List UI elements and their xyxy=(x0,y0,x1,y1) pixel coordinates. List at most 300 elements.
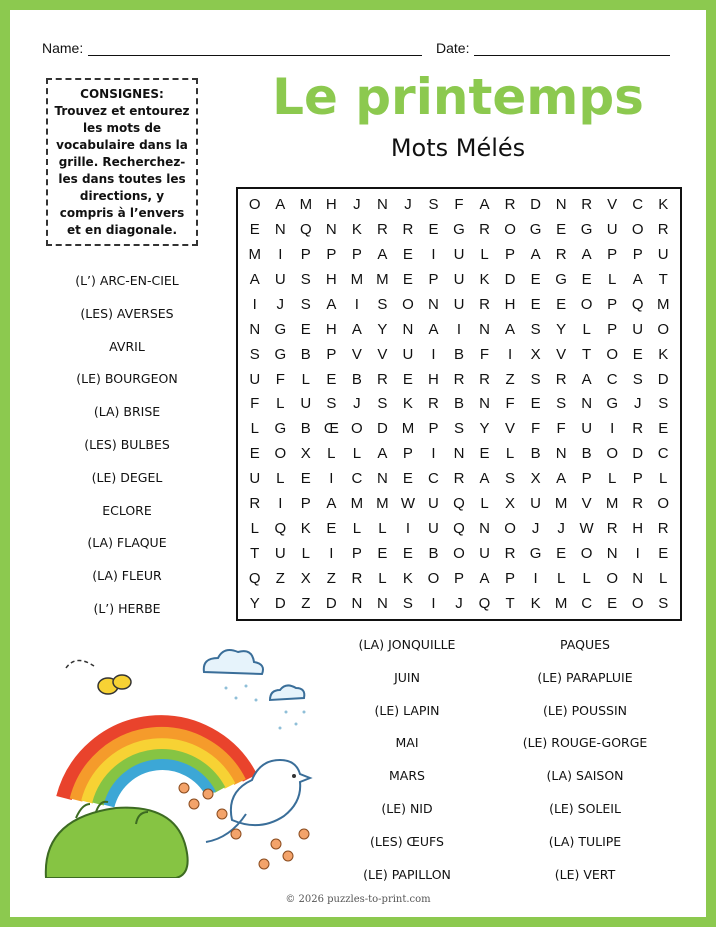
grid-cell[interactable]: U xyxy=(402,345,414,363)
grid-cell[interactable]: H xyxy=(428,370,439,388)
grid-cell[interactable]: L xyxy=(250,520,259,538)
grid-cell[interactable]: L xyxy=(378,570,387,588)
grid-cell[interactable]: C xyxy=(351,470,363,488)
grid-cell[interactable]: M xyxy=(401,420,415,438)
grid-cell[interactable]: E xyxy=(556,220,567,238)
grid-cell[interactable]: D xyxy=(657,370,669,388)
grid-cell[interactable]: U xyxy=(428,495,439,513)
grid-cell[interactable]: S xyxy=(632,370,643,388)
grid-cell[interactable]: I xyxy=(431,595,436,613)
grid-cell[interactable]: X xyxy=(505,495,516,513)
grid-cell[interactable]: E xyxy=(556,545,567,563)
grid-cell[interactable]: P xyxy=(581,470,592,488)
grid-cell[interactable]: N xyxy=(428,295,439,313)
grid-cell[interactable]: L xyxy=(480,245,489,263)
name-field[interactable] xyxy=(88,55,422,56)
grid-cell[interactable]: P xyxy=(351,545,362,563)
grid-cell[interactable]: A xyxy=(326,295,337,313)
grid-cell[interactable]: M xyxy=(376,495,389,513)
grid-cell[interactable]: S xyxy=(377,295,388,313)
grid-cell[interactable]: I xyxy=(431,245,436,263)
grid-cell[interactable]: D xyxy=(325,595,337,613)
grid-cell[interactable]: A xyxy=(556,470,567,488)
grid-cell[interactable]: G xyxy=(274,320,287,338)
grid-cell[interactable]: U xyxy=(453,295,465,313)
grid-cell[interactable]: D xyxy=(376,420,388,438)
grid-cell[interactable]: O xyxy=(504,520,516,538)
grid-cell[interactable]: L xyxy=(378,520,387,538)
grid-cell[interactable]: Q xyxy=(453,520,465,538)
grid-cell[interactable]: O xyxy=(402,295,414,313)
grid-cell[interactable]: E xyxy=(402,270,413,288)
grid-cell[interactable]: F xyxy=(250,395,260,413)
word-list-item: ECLORE xyxy=(102,502,152,518)
grid-cell[interactable]: S xyxy=(300,270,311,288)
grid-cell[interactable]: L xyxy=(250,420,259,438)
grid-cell[interactable]: M xyxy=(376,270,389,288)
grid-cell[interactable]: O xyxy=(657,495,670,513)
grid-cell[interactable]: O xyxy=(580,295,593,313)
grid-cell[interactable]: Y xyxy=(479,420,490,438)
grid-cell[interactable]: B xyxy=(453,345,464,363)
grid-cell[interactable]: L xyxy=(327,445,336,463)
grid-cell[interactable]: A xyxy=(581,370,592,388)
grid-cell[interactable]: E xyxy=(402,470,413,488)
grid-cell[interactable]: Q xyxy=(631,295,644,313)
grid-cell[interactable]: Z xyxy=(275,570,285,588)
grid-cell[interactable]: R xyxy=(555,245,567,263)
grid-cell[interactable]: I xyxy=(278,245,283,263)
grid-cell[interactable]: R xyxy=(606,520,618,538)
grid-cell[interactable]: E xyxy=(402,545,413,563)
grid-cell[interactable]: X xyxy=(530,345,541,363)
grid-cell[interactable]: Q xyxy=(478,595,491,613)
grid-cell[interactable]: H xyxy=(325,195,337,213)
grid-cell[interactable]: S xyxy=(428,195,439,213)
grid-cell[interactable]: B xyxy=(581,445,592,463)
grid-cell[interactable]: P xyxy=(607,320,618,338)
grid-cell[interactable]: N xyxy=(249,320,261,338)
grid-cell[interactable]: E xyxy=(300,320,311,338)
grid-cell[interactable]: M xyxy=(350,495,364,513)
grid-cell[interactable]: C xyxy=(606,370,618,388)
grid-cell[interactable]: I xyxy=(533,570,538,588)
grid-cell[interactable]: K xyxy=(351,220,362,238)
grid-cell[interactable]: I xyxy=(278,495,283,513)
word-list-item: PAQUES xyxy=(560,637,610,652)
grid-cell[interactable]: R xyxy=(249,495,261,513)
grid-cell[interactable]: L xyxy=(301,370,310,388)
grid-cell[interactable]: W xyxy=(579,520,594,538)
grid-cell[interactable]: I xyxy=(456,320,462,338)
grid-cell[interactable]: O xyxy=(631,595,644,613)
grid-cell[interactable]: J xyxy=(353,195,361,213)
grid-cell[interactable]: E xyxy=(326,520,337,538)
grid-cell[interactable]: B xyxy=(453,395,464,413)
grid-cell[interactable]: S xyxy=(300,295,311,313)
grid-cell[interactable]: L xyxy=(352,520,362,538)
grid-cell[interactable]: E xyxy=(479,445,490,463)
grid-cell[interactable]: L xyxy=(276,395,285,413)
grid-cell[interactable]: N xyxy=(479,520,490,538)
grid-cell[interactable]: E xyxy=(658,545,669,563)
grid-cell[interactable]: Q xyxy=(453,495,465,513)
grid-cell[interactable]: C xyxy=(428,470,439,488)
grid-cell[interactable]: C xyxy=(657,445,669,463)
grid-cell[interactable]: N xyxy=(555,445,567,463)
grid-cell[interactable]: O xyxy=(274,445,287,463)
grid-cell[interactable]: P xyxy=(428,420,439,438)
grid-cell[interactable]: R xyxy=(657,520,669,538)
grid-cell[interactable]: A xyxy=(249,270,260,288)
grid-cell[interactable]: R xyxy=(479,370,490,388)
grid-cell[interactable]: P xyxy=(402,445,413,463)
grid-cell[interactable]: R xyxy=(402,220,414,238)
grid-cell[interactable]: K xyxy=(479,270,490,288)
grid-cell[interactable]: D xyxy=(530,195,541,213)
grid-cell[interactable]: B xyxy=(300,420,311,438)
grid-cell[interactable]: P xyxy=(607,245,618,263)
grid-cell[interactable]: J xyxy=(455,595,463,613)
grid-cell[interactable]: P xyxy=(453,570,464,588)
grid-cell[interactable]: F xyxy=(505,395,515,413)
word-list-item: (LE) BOURGEON xyxy=(76,371,178,387)
grid-cell[interactable]: A xyxy=(505,320,516,338)
grid-cell[interactable]: Q xyxy=(299,220,312,238)
grid-cell[interactable]: P xyxy=(326,345,337,363)
grid-cell[interactable]: N xyxy=(376,195,388,213)
grid-cell[interactable]: P xyxy=(607,295,618,313)
grid-cell[interactable]: A xyxy=(351,320,362,338)
grid-cell[interactable]: U xyxy=(606,220,618,238)
grid-cell[interactable]: P xyxy=(632,470,643,488)
grid-cell[interactable]: U xyxy=(632,320,644,338)
grid-cell[interactable]: K xyxy=(658,345,669,363)
grid-cell[interactable]: B xyxy=(351,370,362,388)
grid-cell[interactable]: C xyxy=(581,595,593,613)
grid-cell[interactable]: E xyxy=(428,220,439,238)
grid-cell[interactable]: R xyxy=(453,470,465,488)
grid-cell[interactable]: U xyxy=(274,545,286,563)
grid-cell[interactable]: O xyxy=(580,545,593,563)
grid-cell[interactable]: R xyxy=(657,220,669,238)
grid-cell[interactable]: G xyxy=(580,220,593,238)
grid-cell[interactable]: F xyxy=(556,420,566,438)
grid-cell[interactable]: L xyxy=(582,570,591,588)
grid-cell[interactable]: Œ xyxy=(323,420,339,438)
grid-cell[interactable]: E xyxy=(556,295,567,313)
grid-cell[interactable]: P xyxy=(428,270,439,288)
grid-cell[interactable]: I xyxy=(635,545,640,563)
grid-cell[interactable]: P xyxy=(300,495,311,513)
grid-cell[interactable]: T xyxy=(505,595,515,613)
grid-cell[interactable]: O xyxy=(606,345,618,363)
grid-cell[interactable]: E xyxy=(581,270,592,288)
grid-cell[interactable]: E xyxy=(300,470,311,488)
grid-cell[interactable]: K xyxy=(300,520,311,538)
grid-cell[interactable]: P xyxy=(505,570,516,588)
grid-cell[interactable]: U xyxy=(249,370,261,388)
grid-cell[interactable]: V xyxy=(351,345,362,363)
grid-cell[interactable]: A xyxy=(479,570,490,588)
grid-cell[interactable]: J xyxy=(557,520,565,538)
grid-cell[interactable]: K xyxy=(658,195,669,213)
grid-cell[interactable]: A xyxy=(326,495,337,513)
grid-cell[interactable]: V xyxy=(581,495,592,513)
grid-cell[interactable]: Z xyxy=(301,595,311,613)
grid-cell[interactable]: A xyxy=(377,245,388,263)
grid-cell[interactable]: G xyxy=(606,395,618,413)
grid-cell[interactable]: X xyxy=(530,470,541,488)
word-list-item: MARS xyxy=(389,768,425,784)
grid-cell[interactable]: S xyxy=(249,345,260,363)
grid-cell[interactable]: E xyxy=(632,345,643,363)
grid-cell[interactable]: D xyxy=(274,595,286,613)
grid-cell[interactable]: A xyxy=(632,270,643,288)
grid-cell[interactable]: F xyxy=(454,195,464,213)
grid-cell[interactable]: U xyxy=(249,470,261,488)
grid-cell[interactable]: S xyxy=(402,595,413,613)
grid-cell[interactable]: H xyxy=(325,270,337,288)
grid-cell[interactable]: A xyxy=(377,445,388,463)
grid-cell[interactable]: N xyxy=(453,445,465,463)
grid-cell[interactable]: D xyxy=(632,445,644,463)
grid-cell[interactable]: V xyxy=(556,345,567,363)
grid-cell[interactable]: M xyxy=(605,495,619,513)
grid-cell[interactable]: L xyxy=(659,470,668,488)
grid-cell[interactable]: R xyxy=(632,495,644,513)
grid-cell[interactable]: S xyxy=(658,595,669,613)
grid-cell[interactable]: P xyxy=(326,245,337,263)
grid-cell[interactable]: R xyxy=(453,370,465,388)
grid-cell[interactable]: J xyxy=(276,295,285,313)
date-field[interactable] xyxy=(474,55,670,56)
grid-cell[interactable]: N xyxy=(632,570,644,588)
word-search-grid[interactable] xyxy=(236,187,682,621)
grid-cell[interactable]: A xyxy=(479,195,490,213)
grid-cell[interactable]: U xyxy=(657,245,669,263)
grid-cell[interactable]: E xyxy=(249,445,260,463)
grid-cell[interactable]: O xyxy=(453,545,465,563)
grid-cell[interactable]: N xyxy=(325,220,337,238)
grid-cell[interactable]: N xyxy=(376,595,388,613)
grid-cell[interactable]: J xyxy=(633,395,642,413)
grid-cell[interactable]: D xyxy=(504,270,516,288)
grid-cell[interactable]: M xyxy=(299,195,313,213)
grid-cell[interactable]: L xyxy=(276,470,285,488)
grid-cell[interactable]: L xyxy=(608,470,617,488)
grid-cell[interactable]: S xyxy=(530,370,541,388)
grid-cell[interactable]: L xyxy=(556,570,566,588)
grid-cell[interactable]: I xyxy=(431,345,436,363)
grid-cell[interactable]: I xyxy=(610,420,615,438)
grid-cell[interactable]: V xyxy=(505,420,516,438)
grid-cell[interactable]: R xyxy=(479,220,490,238)
grid-cell[interactable]: G xyxy=(529,220,542,238)
grid-cell[interactable]: B xyxy=(428,545,439,563)
grid-cell[interactable]: O xyxy=(351,420,363,438)
grid-cell[interactable]: U xyxy=(453,270,465,288)
grid-cell[interactable]: Y xyxy=(249,595,260,613)
grid-cell[interactable]: M xyxy=(554,495,568,513)
grid-cell[interactable]: L xyxy=(659,570,668,588)
grid-cell[interactable]: I xyxy=(329,545,334,563)
grid-cell[interactable]: B xyxy=(530,445,541,463)
grid-cell[interactable]: P xyxy=(505,245,516,263)
grid-cell[interactable]: I xyxy=(431,445,436,463)
grid-cell[interactable]: N xyxy=(581,395,593,413)
grid-cell[interactable]: S xyxy=(556,395,567,413)
grid-cell[interactable]: K xyxy=(402,570,413,588)
grid-cell[interactable]: M xyxy=(554,595,568,613)
grid-cell[interactable]: E xyxy=(530,295,541,313)
grid-cell[interactable]: P xyxy=(300,245,311,263)
grid-cell[interactable]: M xyxy=(350,270,364,288)
grid-cell[interactable]: I xyxy=(405,520,411,538)
grid-cell[interactable]: Z xyxy=(326,570,336,588)
grid-cell[interactable]: K xyxy=(530,595,541,613)
grid-cell[interactable]: I xyxy=(252,295,257,313)
grid-cell[interactable]: T xyxy=(250,545,260,563)
grid-cell[interactable]: O xyxy=(427,570,440,588)
grid-cell[interactable]: R xyxy=(632,420,644,438)
grid-cell[interactable]: X xyxy=(300,445,311,463)
grid-cell[interactable]: J xyxy=(531,520,540,538)
grid-cell[interactable]: M xyxy=(656,295,670,313)
instructions-text: Trouvez et entourez les mots de vocabulaire dans la grille. Recherchez-les dans toutes les directions, y compris à l’envers et en diagonale. xyxy=(54,104,190,237)
grid-cell[interactable]: S xyxy=(505,470,516,488)
grid-cell[interactable]: A xyxy=(275,195,286,213)
grid-cell[interactable]: R xyxy=(428,395,439,413)
grid-cell[interactable]: X xyxy=(300,570,311,588)
grid-cell[interactable]: P xyxy=(351,245,362,263)
grid-cell[interactable]: N xyxy=(402,320,414,338)
grid-cell[interactable]: H xyxy=(504,295,516,313)
grid-cell[interactable]: A xyxy=(530,245,541,263)
grid-cell[interactable]: S xyxy=(377,395,388,413)
grid-cell[interactable]: L xyxy=(301,545,310,563)
grid-cell[interactable]: O xyxy=(606,570,618,588)
grid-cell[interactable]: B xyxy=(300,345,311,363)
grid-cell[interactable]: R xyxy=(376,370,388,388)
grid-cell[interactable]: O xyxy=(504,220,516,238)
grid-cell[interactable]: R xyxy=(351,570,363,588)
grid-cell[interactable]: L xyxy=(582,320,591,338)
grid-cell[interactable]: U xyxy=(274,270,286,288)
grid-cell[interactable]: H xyxy=(632,520,644,538)
name-date-row xyxy=(42,40,682,62)
grid-cell[interactable]: S xyxy=(453,420,464,438)
grid-cell[interactable]: U xyxy=(530,495,541,513)
grid-cell[interactable]: I xyxy=(354,295,359,313)
grid-cell[interactable]: P xyxy=(632,245,643,263)
grid-cell[interactable]: R xyxy=(504,545,516,563)
grid-cell[interactable]: O xyxy=(248,195,261,213)
grid-cell[interactable]: R xyxy=(581,195,593,213)
grid-cell[interactable]: E xyxy=(607,595,618,613)
grid-cell[interactable]: U xyxy=(300,395,312,413)
grid-cell[interactable]: F xyxy=(530,420,541,438)
grid-cell[interactable]: T xyxy=(658,270,668,288)
grid-cell[interactable]: E xyxy=(326,370,337,388)
grid-cell[interactable]: U xyxy=(428,520,439,538)
grid-cell[interactable]: W xyxy=(400,495,416,513)
grid-cell[interactable]: R xyxy=(376,220,388,238)
grid-cell[interactable]: G xyxy=(453,220,465,238)
grid-cell[interactable]: J xyxy=(353,395,361,413)
grid-cell[interactable]: R xyxy=(555,370,567,388)
grid-cell[interactable]: G xyxy=(274,345,287,363)
grid-cell[interactable]: L xyxy=(352,445,362,463)
grid-cell[interactable]: T xyxy=(582,345,592,363)
grid-cell[interactable]: I xyxy=(329,470,334,488)
grid-cell[interactable]: C xyxy=(632,195,644,213)
grid-cell[interactable]: J xyxy=(404,195,412,213)
grid-cell[interactable]: U xyxy=(453,245,465,263)
grid-cell[interactable]: N xyxy=(606,545,618,563)
grid-cell[interactable]: U xyxy=(479,545,490,563)
grid-cell[interactable]: E xyxy=(530,270,541,288)
grid-cell[interactable]: R xyxy=(504,195,516,213)
grid-cell[interactable]: S xyxy=(530,320,541,338)
grid-cell[interactable]: V xyxy=(607,195,618,213)
grid-cell[interactable]: S xyxy=(326,395,337,413)
grid-cell[interactable]: E xyxy=(658,420,669,438)
grid-cell[interactable]: M xyxy=(248,245,261,263)
grid-cell[interactable]: G xyxy=(555,270,567,288)
grid-cell[interactable]: O xyxy=(657,320,670,338)
grid-cell[interactable]: R xyxy=(479,295,490,313)
grid-cell[interactable]: F xyxy=(275,370,285,388)
grid-cell[interactable]: N xyxy=(351,595,363,613)
grid-cell[interactable]: S xyxy=(658,395,669,413)
grid-cell[interactable]: O xyxy=(631,220,644,238)
grid-cell[interactable]: K xyxy=(402,395,413,413)
grid-cell[interactable]: L xyxy=(608,270,617,288)
grid-cell[interactable]: E xyxy=(402,370,413,388)
grid-cell[interactable]: U xyxy=(581,420,593,438)
grid-cell[interactable]: G xyxy=(274,420,287,438)
grid-cell[interactable]: L xyxy=(505,445,515,463)
grid-cell[interactable]: Q xyxy=(274,520,287,538)
grid-cell[interactable]: N xyxy=(479,395,490,413)
grid-cell[interactable]: Z xyxy=(505,370,515,388)
grid-cell[interactable]: A xyxy=(581,245,592,263)
grid-cell[interactable]: N xyxy=(376,470,388,488)
grid-cell[interactable]: A xyxy=(479,470,490,488)
grid-cell[interactable]: V xyxy=(377,345,388,363)
grid-cell[interactable]: Y xyxy=(377,320,388,338)
grid-cell[interactable]: N xyxy=(274,220,286,238)
grid-cell[interactable]: E xyxy=(249,220,260,238)
grid-cell[interactable]: O xyxy=(606,445,618,463)
grid-cell[interactable]: Y xyxy=(556,320,567,338)
word-list-item: (LA) SAISON xyxy=(546,768,624,784)
grid-cell[interactable]: Q xyxy=(248,570,261,588)
grid-cell[interactable]: F xyxy=(479,345,490,363)
grid-cell[interactable]: E xyxy=(530,395,541,413)
grid-cell[interactable]: L xyxy=(480,495,489,513)
cloud-icon xyxy=(204,650,305,700)
grid-cell[interactable]: E xyxy=(377,545,388,563)
grid-cell[interactable]: A xyxy=(428,320,439,338)
grid-cell[interactable]: H xyxy=(325,320,337,338)
grid-cell[interactable]: I xyxy=(507,345,513,363)
grid-cell[interactable]: N xyxy=(555,195,567,213)
grid-cell[interactable]: E xyxy=(402,245,413,263)
grid-cell[interactable]: G xyxy=(529,545,542,563)
grid-cell[interactable]: N xyxy=(479,320,490,338)
